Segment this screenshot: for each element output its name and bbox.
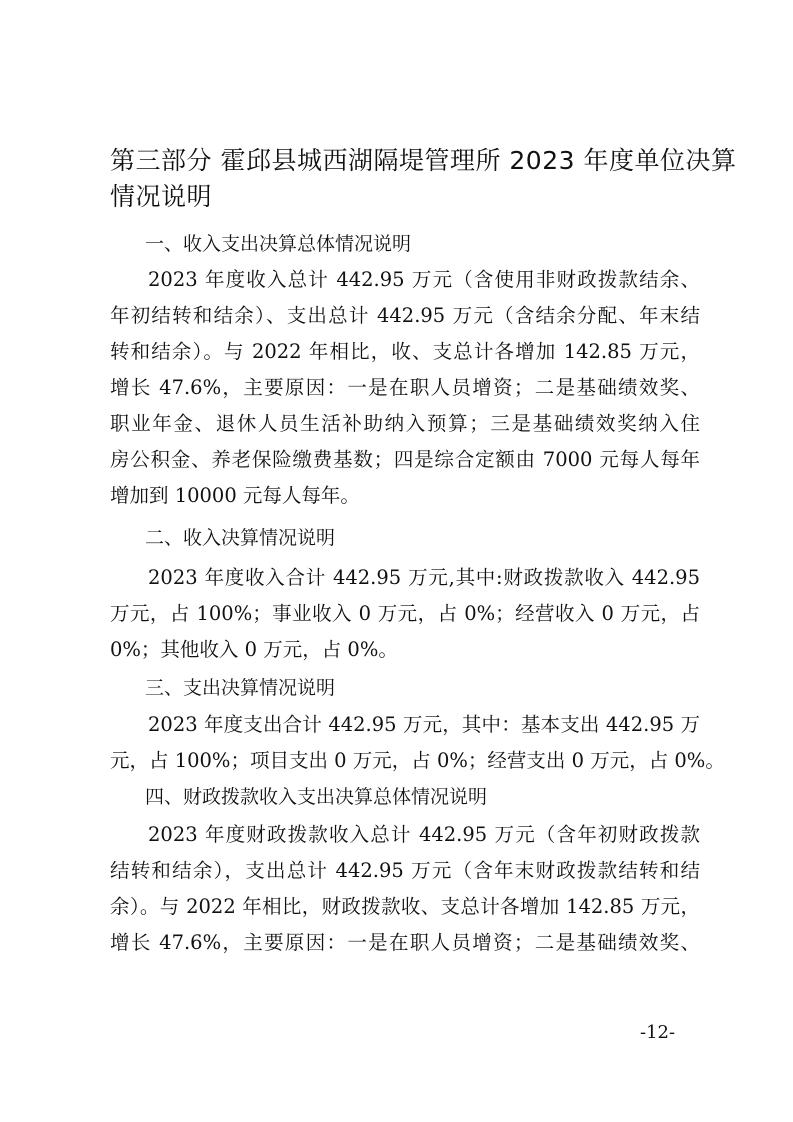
- paragraph-line: 0%；其他收入 0 万元，占 0%。: [110, 638, 398, 661]
- section-2-paragraph: [110, 560, 700, 668]
- paragraph-line: 增长 47.6%，主要原因：一是在职人员增资；二是基础绩效奖、: [110, 376, 700, 399]
- section-4-paragraph: [110, 817, 700, 961]
- section-1-heading: 一、收入支出决算总体情况说明: [145, 233, 412, 255]
- paragraph-line: 2023 年度收入总计 442.95 万元（含使用非财政拨款结余、: [148, 268, 700, 291]
- paragraph-line: 职业年金、退休人员生活补助纳入预算；三是基础绩效奖纳入住: [110, 412, 700, 435]
- paragraph-line: 2023 年度财政拨款收入总计 442.95 万元（含年初财政拨款: [148, 823, 700, 846]
- paragraph-line: 2023 年度收入合计 442.95 万元,其中:财政拨款收入 442.95: [148, 566, 700, 589]
- section-3-heading: 三、支出决算情况说明: [145, 677, 336, 699]
- section-4-heading: 四、财政拨款收入支出决算总体情况说明: [145, 786, 488, 808]
- paragraph-line: 元，占 100%；项目支出 0 万元，占 0%；经营支出 0 万元，占 0%。: [110, 749, 725, 772]
- page-number: -12-: [640, 1022, 676, 1043]
- title-line-1: 第三部分 霍邱县城西湖隔堤管理所 2023 年度单位决算: [110, 146, 737, 175]
- title-line-2: 情况说明: [110, 182, 213, 211]
- paragraph-line: 余）。与 2022 年相比，财政拨款收、支总计各增加 142.85 万元，: [110, 895, 700, 918]
- paragraph-line: 年初结转和结余）、支出总计 442.95 万元（含结余分配、年末结: [110, 304, 700, 327]
- section-1-paragraph: [110, 262, 700, 514]
- paragraph-line: 万元，占 100%；事业收入 0 万元，占 0%；经营收入 0 万元，占: [110, 602, 700, 625]
- paragraph-line: 转和结余）。与 2022 年相比，收、支总计各增加 142.85 万元，: [110, 340, 700, 363]
- section-2-heading: 二、收入决算情况说明: [145, 527, 336, 549]
- section-3-paragraph: [110, 707, 725, 779]
- paragraph-line: 房公积金、养老保险缴费基数；四是综合定额由 7000 元每人每年: [110, 448, 700, 471]
- paragraph-line: 增长 47.6%，主要原因：一是在职人员增资；二是基础绩效奖、: [110, 931, 700, 954]
- document-title: [110, 143, 737, 215]
- paragraph-line: 结转和结余），支出总计 442.95 万元（含年末财政拨款结转和结: [110, 859, 700, 882]
- paragraph-line: 2023 年度支出合计 442.95 万元，其中：基本支出 442.95 万: [148, 713, 700, 736]
- paragraph-line: 增加到 10000 元每人每年。: [110, 484, 360, 507]
